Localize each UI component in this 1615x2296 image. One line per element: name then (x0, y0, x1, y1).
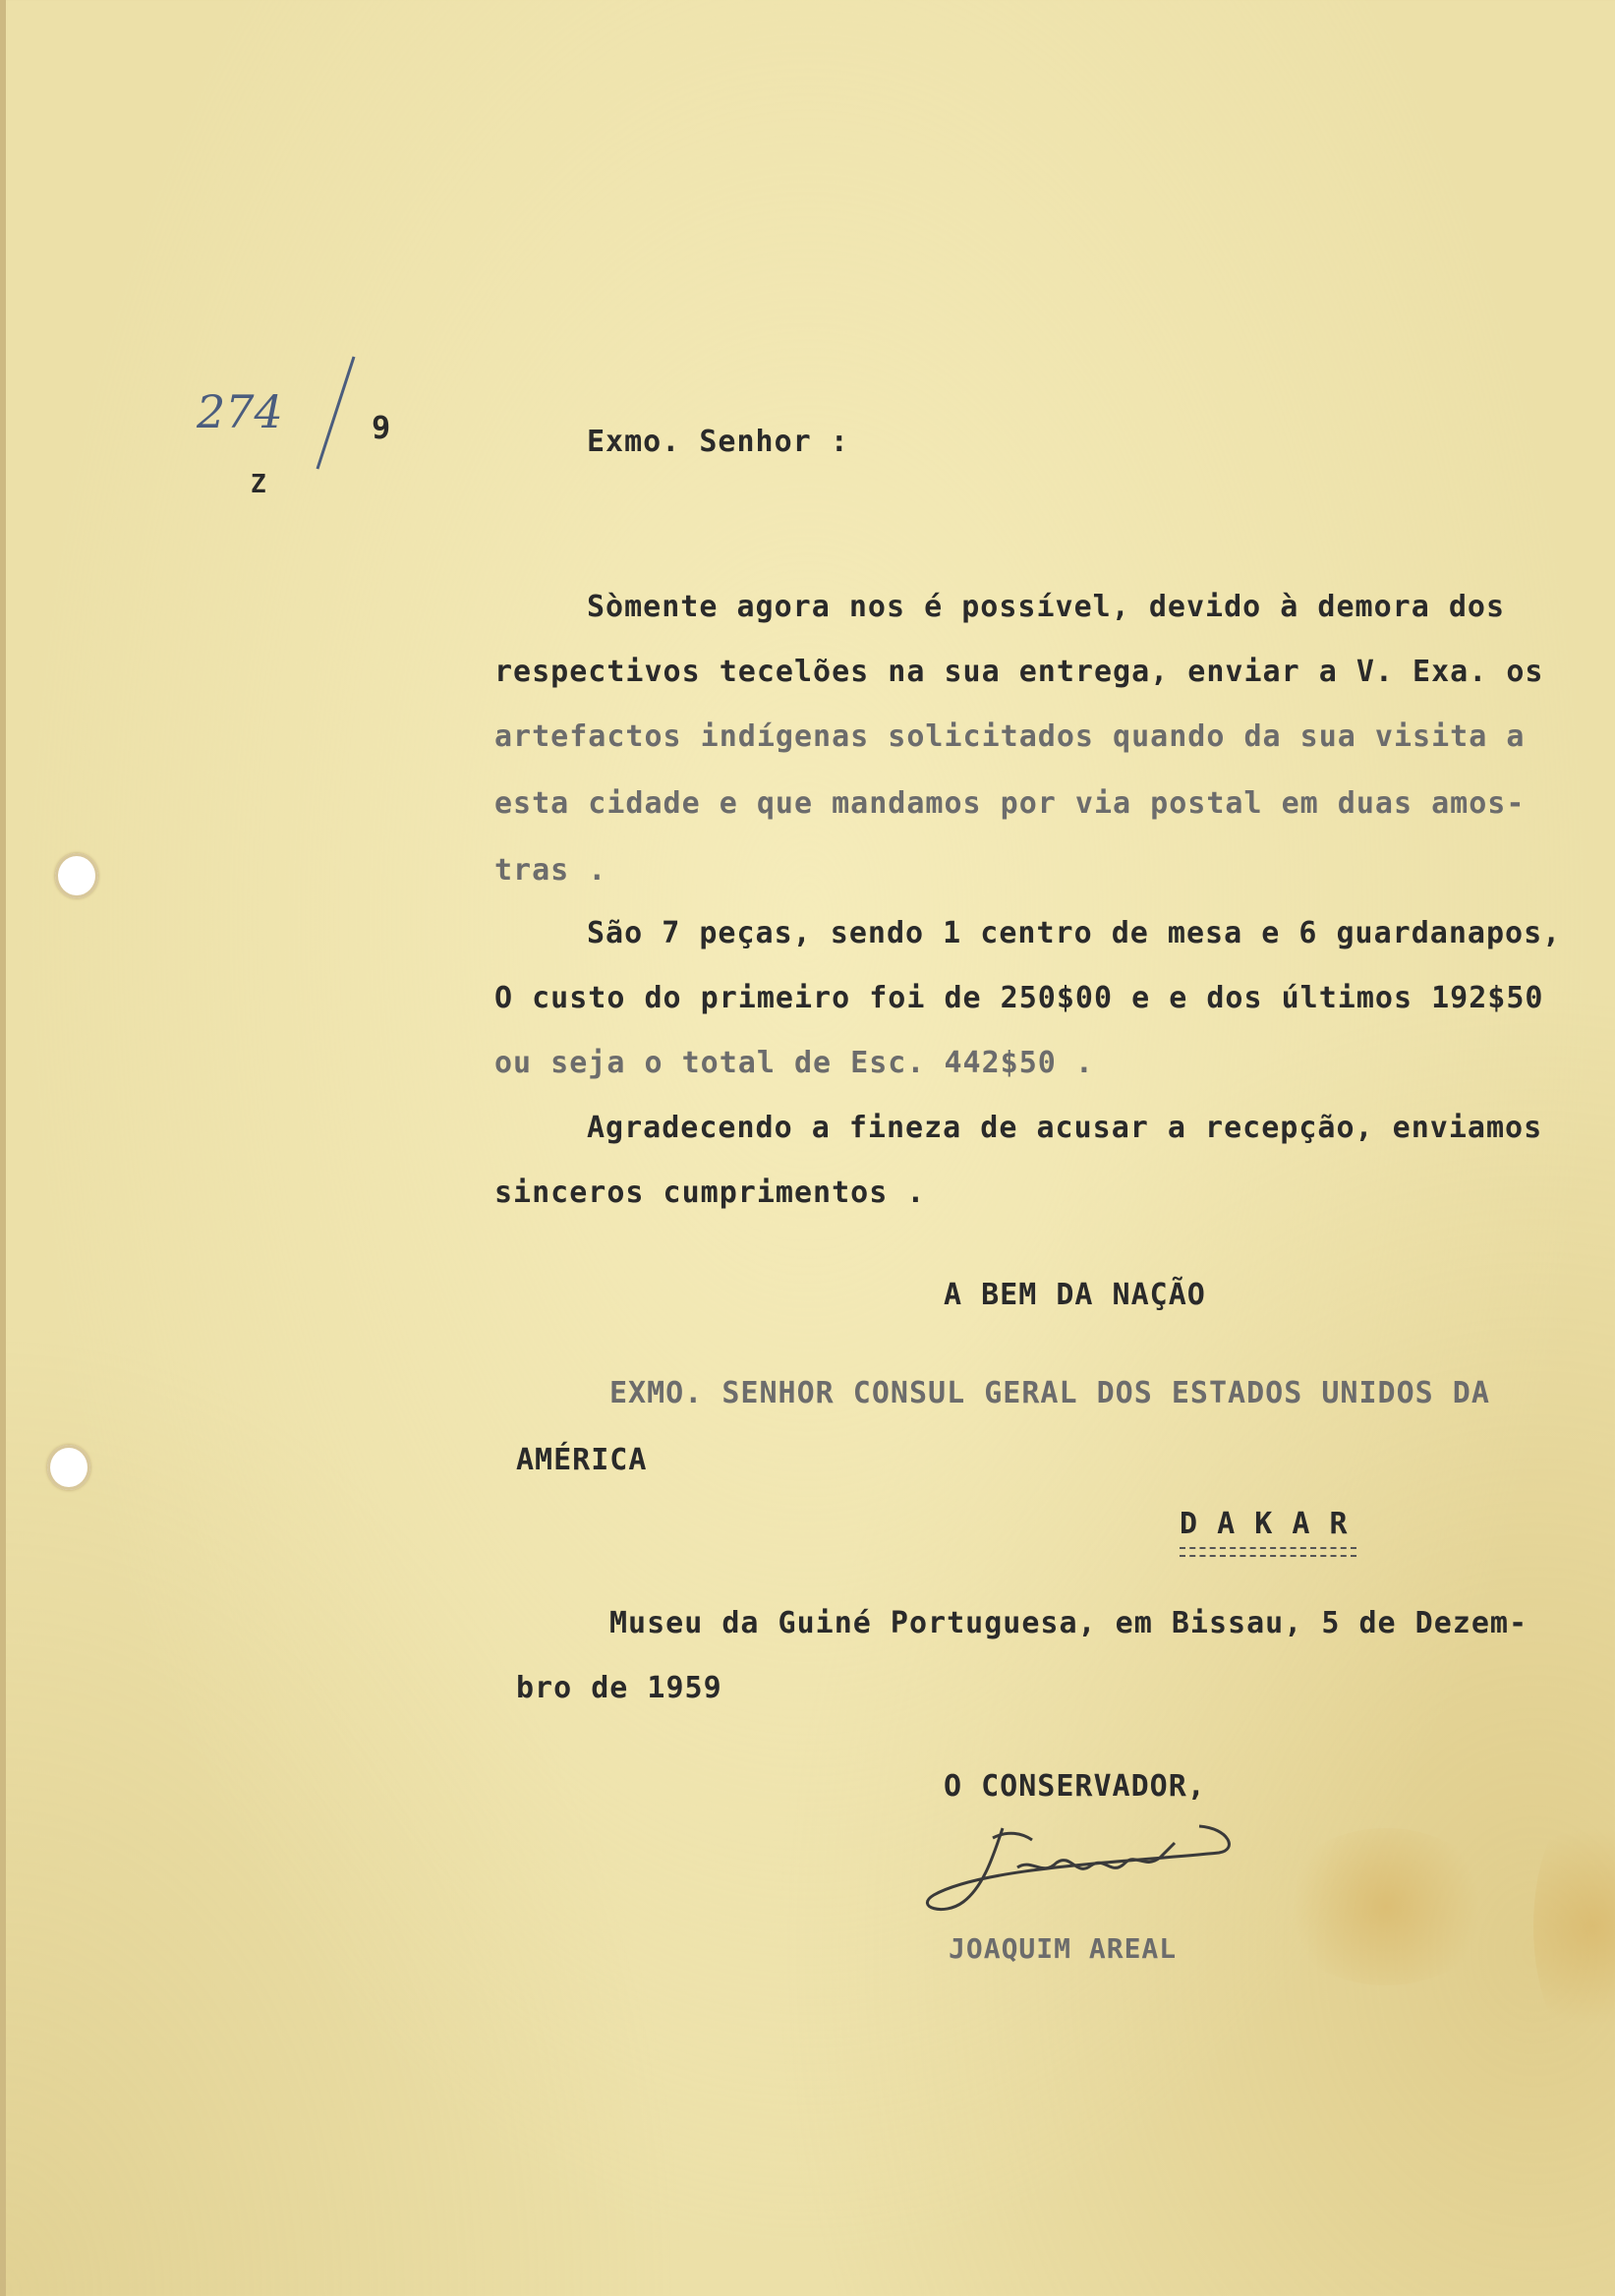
place-date-line: bro de 1959 (516, 1671, 722, 1705)
place-date-line: Museu da Guiné Portuguesa, em Bissau, 5 de Dezem- (609, 1606, 1528, 1640)
handwritten-ref-number: 274 (197, 385, 283, 438)
paragraph3-line: sinceros cumprimentos . (494, 1176, 926, 1210)
ref-suffix: 9 (372, 409, 392, 446)
signatory-name: JOAQUIM AREAL (949, 1932, 1178, 1965)
closing-title: O CONSERVADOR, (944, 1769, 1206, 1804)
paragraph1-line: artefactos indígenas solicitados quando da sua visita a (494, 719, 1526, 754)
recipient-line: AMÉRICA (516, 1443, 648, 1477)
city: D A K A R (1180, 1507, 1349, 1541)
paragraph1-line: esta cidade e que mandamos por via postal em duas amos- (494, 786, 1526, 821)
signature (924, 1808, 1248, 1936)
motto: A BEM DA NAÇÃO (944, 1278, 1206, 1312)
paragraph1-line: Sòmente agora nos é possível, devido à demora dos (587, 590, 1506, 624)
paragraph3-line: Agradecendo a fineza de acusar a recepção, enviamos (587, 1111, 1543, 1145)
ref-letter: Z (251, 470, 267, 499)
city-underline (1180, 1547, 1356, 1557)
paper-stain (1278, 1828, 1494, 1985)
salutation: Exmo. Senhor : (587, 425, 849, 459)
handwritten-slash (317, 356, 356, 469)
paragraph2-line: São 7 peças, sendo 1 centro de mesa e 6 guardanapos, (587, 916, 1562, 950)
paragraph2-line: ou seja o total de Esc. 442$50 . (494, 1046, 1094, 1080)
paper-stain (1533, 1799, 1615, 2054)
paragraph1-line: respectivos tecelões na sua entrega, enviar a V. Exa. os (494, 655, 1544, 689)
paragraph1-line: tras . (494, 853, 607, 888)
recipient-line: EXMO. SENHOR CONSUL GERAL DOS ESTADOS UNIDOS DA (609, 1376, 1490, 1410)
punch-hole (55, 853, 98, 898)
paragraph2-line: O custo do primeiro foi de 250$00 e e dos últimos 192$50 (494, 981, 1544, 1015)
page-edge (0, 0, 6, 2296)
punch-hole (47, 1445, 90, 1490)
